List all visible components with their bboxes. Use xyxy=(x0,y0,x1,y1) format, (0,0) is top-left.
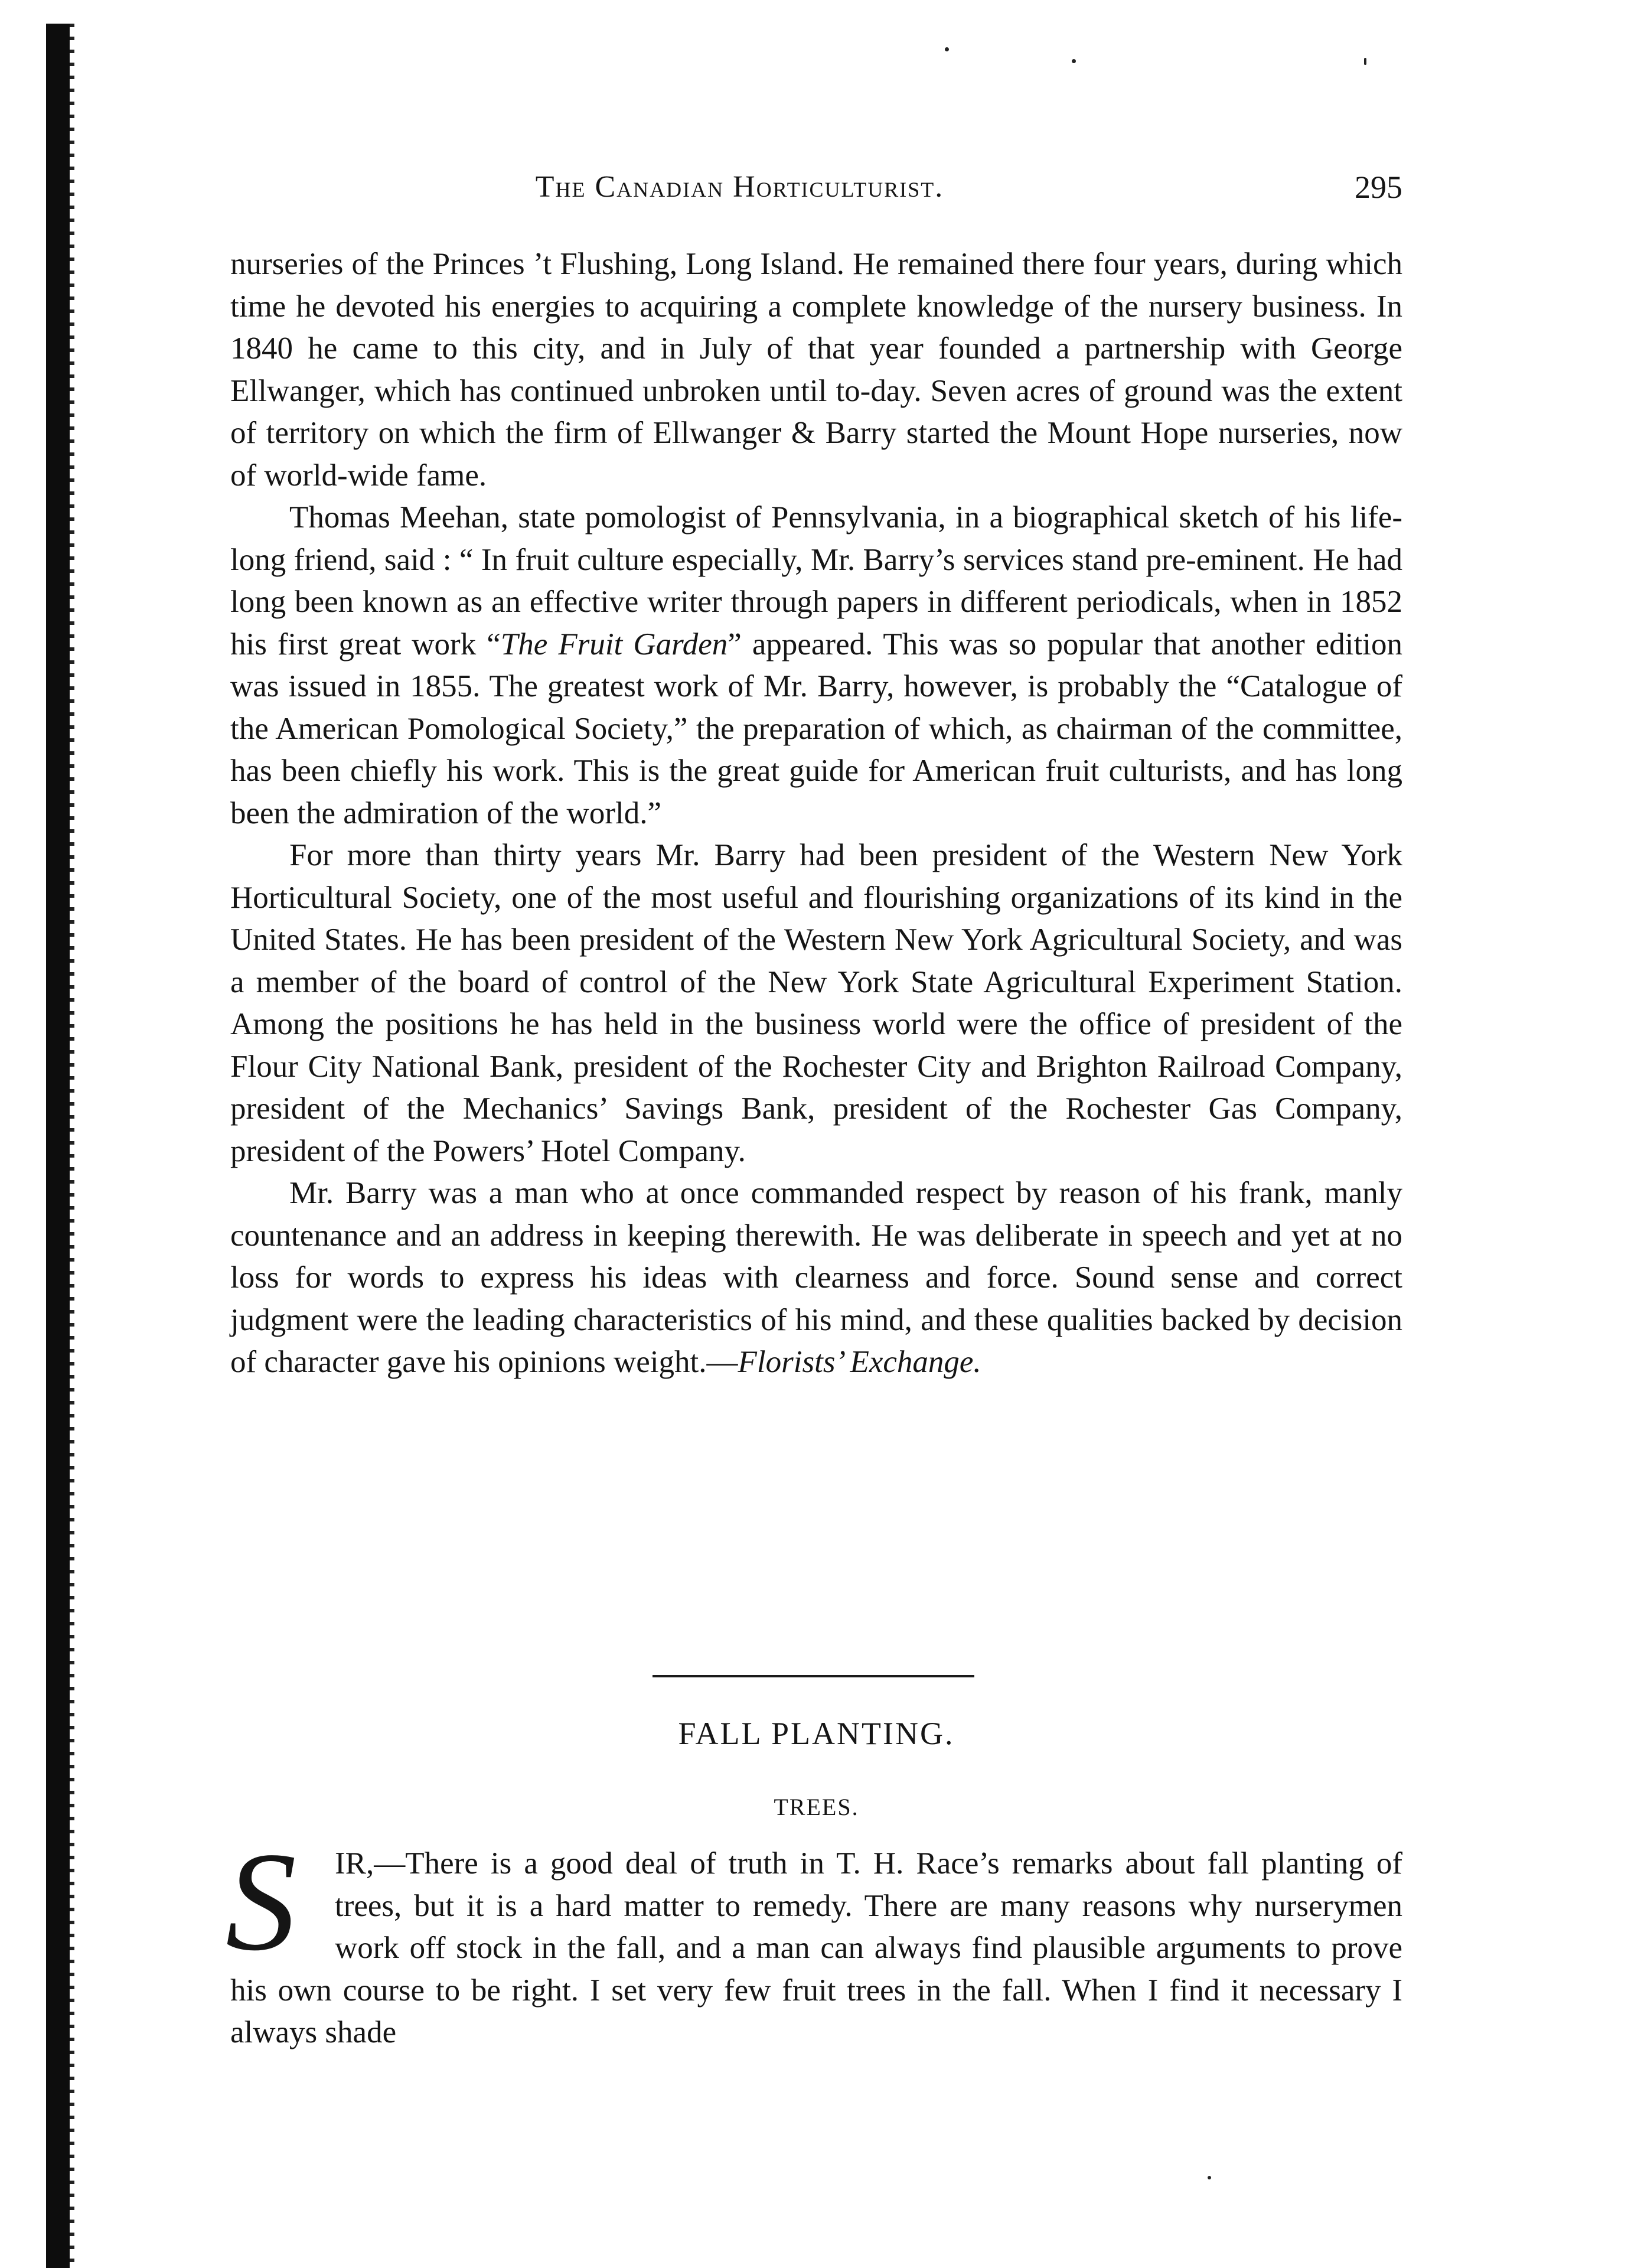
page-binding-edge xyxy=(46,24,70,2268)
ink-speck xyxy=(1208,2176,1211,2179)
section-divider-rule xyxy=(653,1675,974,1677)
paragraph-4 xyxy=(230,1172,1402,1384)
paragraph-2 xyxy=(230,497,1402,835)
drop-cap: S xyxy=(226,1823,296,1980)
paragraph-4-text: Mr. Barry was a man who at once commanded respect by reason of his frank, manly countenance and an address in keeping therewith. He was deliberate in speech and yet at no loss for words to express his ideas with clearness and force. Sound sense and correct judgment were the leading characteristics of his mind, and these qualities backed by decision of character gave his opinions weight.— xyxy=(230,1176,1402,1379)
section-subtitle: TREES. xyxy=(774,1794,859,1820)
ink-speck xyxy=(945,47,949,51)
running-head xyxy=(230,167,1402,208)
ink-speck xyxy=(1072,59,1076,63)
article-body xyxy=(230,243,1402,1384)
book-title: The Fruit Garden xyxy=(500,627,728,662)
paragraph-2-text-a: Thomas Meehan, state pomologist of Pennsylvania, in a biographical sketch of his life-long friend, said : “ In fruit culture especially, Mr. Barry’s services stand pre-eminent. He had long been known as an effective writer through papers in different periodicals, when in 1852 his first great work “ xyxy=(230,500,1402,662)
section-title: FALL PLANTING. xyxy=(678,1716,955,1751)
letter-body xyxy=(226,1823,1402,2054)
source-credit: Florists’ Exchange. xyxy=(738,1345,981,1379)
page-number: 295 xyxy=(1355,170,1402,205)
ink-speck xyxy=(1364,58,1366,65)
running-title: The Canadian Horticulturist. xyxy=(535,170,944,204)
page-binding-fray xyxy=(70,24,74,2268)
paragraph-3: For more than thirty years Mr. Barry had been president of the Western New York Horticultural Society, one of the most useful and flourishing organizations of its kind in the United States. He has been president of the Western New York Agricultural Society, and was a member of the board of control of the New York State Agricultural Experiment Station. Among the positions he has held in the business world were the office of president of the Flour City National Bank, president of the Rochester City and Brighton Railroad Company, president of the Mechanics’ Savings Bank, president of the Rochester Gas Company, president of the Powers’ Hotel Company. xyxy=(230,838,1402,1168)
paragraph-1: nurseries of the Princes ’t Flushing, Long Island. He remained there four years, during which time he devoted his energies to acquiring a complete knowledge of the nursery business. In 1840 he came to this city, and in July of that year founded a partnership with George Ellwanger, which has continued unbroken until to-day. Seven acres of ground was the extent of territory on which the firm of Ellwanger & Barry started the Mount Hope nurseries, now of world-wide fame. xyxy=(230,247,1402,493)
letter-paragraph: IR,—There is a good deal of truth in T. H. Race’s remarks about fall planting of trees, but it is a hard matter to remedy. There are many reasons why nurserymen work off stock in the fall, and a man can always find plausible arguments to prove his own course to be right. I set very few fruit trees in the fall. When I find it necessary I always shade xyxy=(230,1846,1402,2049)
paragraph-2-text-b: ” appeared. This was so popular that another edition was issued in 1855. The greatest work of Mr. Barry, however, is probably the “Catalogue of the American Pomological Society,” the preparation of which, as chairman of the committee, has been chiefly his work. This is the great guide for American fruit culturists, and has long been the admiration of the world.” xyxy=(230,627,1402,830)
